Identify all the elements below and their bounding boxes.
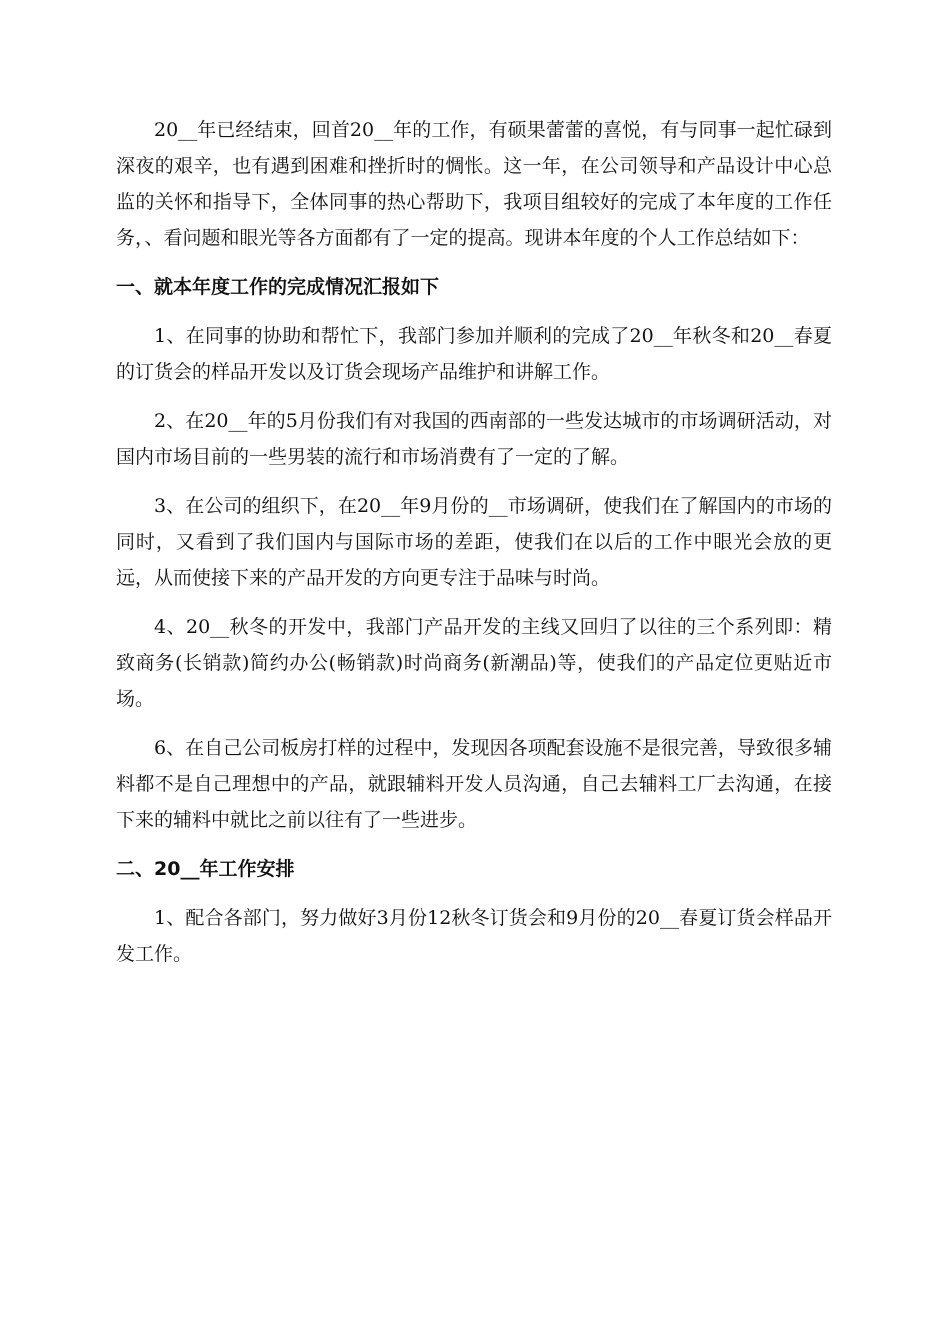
section1-item-1: 1、在同事的协助和帮忙下，我部门参加并顺利的完成了20__年秋冬和20__春夏的订货会的样品开发以及订货会现场产品维护和讲解工作。 (116, 325, 832, 383)
section1-item-2: 2、在20__年的5月份我们有对我国的西南部的一些发达城市的市场调研活动，对国内市场目前的一些男装的流行和市场消费有了一定的了解。 (116, 410, 832, 468)
section1-item-6: 6、在自己公司板房打样的过程中，发现因各项配套设施不是很完善，导致很多辅料都不是自己理想中的产品，就跟辅料开发人员沟通，自己去辅料工厂去沟通，在接下来的辅料中就比之前以往有了一些进步。 (116, 737, 832, 831)
section2-item-1: 1、配合各部门，努力做好3月份12秋冬订货会和9月份的20__春夏订货会样品开发工作。 (116, 907, 832, 965)
section1-item-4: 4、20__秋冬的开发中，我部门产品开发的主线又回归了以往的三个系列即：精致商务(长销款)简约办公(畅销款)时尚商务(新潮品)等，使我们的产品定位更贴近市场。 (116, 616, 832, 710)
document-body (116, 112, 832, 985)
section-heading-2: 二、20__年工作安排 (116, 858, 295, 880)
intro-paragraph: 20__年已经结束，回首20__年的工作，有硕果蕾蕾的喜悦，有与同事一起忙碌到深夜的艰辛，也有遇到困难和挫折时的惆怅。这一年，在公司领导和产品设计中心总监的关怀和指导下，全体同事的热心帮助下，我项目组较好的完成了本年度的工作任务，、看问题和眼光等各方面都有了一定的提高。现讲本年度的个人工作总结如下： (116, 119, 832, 249)
section-heading-1: 一、就本年度工作的完成情况汇报如下 (116, 276, 440, 298)
section1-item-3: 3、在公司的组织下，在20__年9月份的__市场调研，使我们在了解国内的市场的同时，又看到了我们国内与国际市场的差距，使我们在以后的工作中眼光会放的更远，从而使接下来的产品开发的方向更专注于品味与时尚。 (116, 495, 832, 589)
